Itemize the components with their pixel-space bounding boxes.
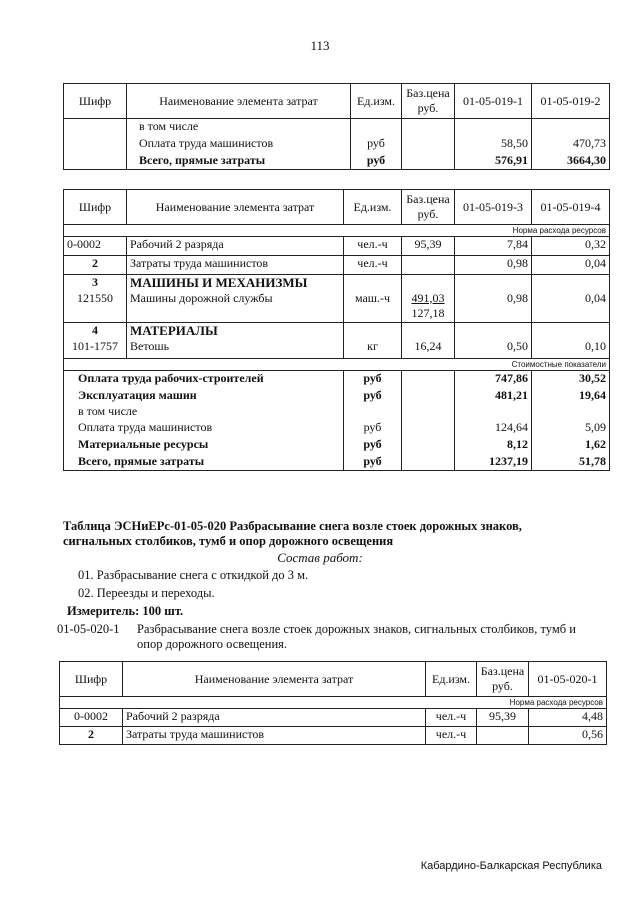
cost-row <box>64 388 610 404</box>
row-price-2: 127,18 <box>411 305 445 320</box>
row-value-1: 0,56 <box>529 727 607 745</box>
row-name: Затраты труда машинистов <box>127 256 344 275</box>
row-name: в том числе <box>64 404 344 420</box>
col-header-v1: 01-05-020-1 <box>529 662 607 697</box>
row-unit: руб <box>344 371 402 388</box>
row-name: Рабочий 2 разряда <box>127 237 344 256</box>
row-name: Оплата труда машинистов <box>127 136 351 153</box>
row-price: 16,24 <box>402 339 455 359</box>
table-2-header-row <box>64 190 610 225</box>
row-name: в том числе <box>127 119 351 136</box>
col-header-name: Наименование элемента затрат <box>123 662 426 697</box>
row-name: МАТЕРИАЛЫ <box>127 323 344 339</box>
row-value-1: 0,50 <box>455 339 532 359</box>
row-value-2: 51,78 <box>532 454 610 471</box>
table-row <box>64 136 610 153</box>
col-header-price: Баз.цена руб. <box>477 662 529 697</box>
table-row <box>64 291 610 323</box>
row-price: 95,39 <box>477 709 529 727</box>
col-header-code: Шифр <box>64 84 127 119</box>
col-header-unit: Ед.изм. <box>344 190 402 225</box>
page-number: 113 <box>310 38 330 53</box>
table-row-total <box>64 153 610 170</box>
row-code: 4 <box>64 323 127 339</box>
row-value-1: 0,98 <box>455 291 532 323</box>
norm-label: Норма расхода ресурсов <box>64 225 610 237</box>
composition-title: Состав работ: <box>277 550 363 565</box>
row-value-2: 0,04 <box>532 291 610 323</box>
row-value-1: 7,84 <box>455 237 532 256</box>
cost-row <box>64 371 610 388</box>
row-code: 3 <box>64 275 127 291</box>
col-header-price: Баз.цена руб. <box>402 190 455 225</box>
col-header-v1: 01-05-019-1 <box>455 84 532 119</box>
row-value-2: 19,64 <box>532 388 610 404</box>
row-name: Затраты труда машинистов <box>123 727 426 745</box>
section-title-line-1: Таблица ЭСНиЕРс-01-05-020 Разбрасывание снега возле стоек дорожных знаков, <box>63 519 522 533</box>
row-name: Машины дорожной службы <box>127 291 344 323</box>
table-row <box>60 709 607 727</box>
row-code: 101-1757 <box>64 339 127 359</box>
row-unit: кг <box>344 339 402 359</box>
row-unit: руб <box>344 437 402 454</box>
table-1 <box>63 83 610 170</box>
row-code: 2 <box>60 727 123 745</box>
row-unit: маш.-ч <box>344 291 402 323</box>
col-header-name: Наименование элемента затрат <box>127 84 351 119</box>
section-title-line-2: сигнальных столбиков, тумб и опор дорожного освещения <box>63 534 394 548</box>
row-price: 95,39 <box>402 237 455 256</box>
cost-row <box>64 420 610 437</box>
row-value-2: 0,32 <box>532 237 610 256</box>
row-unit: руб <box>351 136 402 153</box>
row-unit: чел.-ч <box>344 237 402 256</box>
row-unit: руб <box>351 153 402 170</box>
row-price: 491,03 <box>411 290 445 305</box>
row-value-1: 58,50 <box>455 136 532 153</box>
row-value-1: 8,12 <box>455 437 532 454</box>
row-unit: чел.-ч <box>426 709 477 727</box>
row-unit: чел.-ч <box>344 256 402 275</box>
row-value-1: 0,98 <box>455 256 532 275</box>
row-name: Рабочий 2 разряда <box>123 709 426 727</box>
col-header-code: Шифр <box>60 662 123 697</box>
col-header-code: Шифр <box>64 190 127 225</box>
table-3 <box>59 661 607 745</box>
table-row <box>60 727 607 745</box>
row-value-2: 470,73 <box>532 136 610 153</box>
col-header-v2: 01-05-019-4 <box>532 190 610 225</box>
col-header-price: Баз.цена руб. <box>402 84 455 119</box>
row-name: Материальные ресурсы <box>64 437 344 454</box>
row-code: 2 <box>64 256 127 275</box>
table-row <box>64 119 610 136</box>
row-value-1: 576,91 <box>455 153 532 170</box>
row-value-2: 0,10 <box>532 339 610 359</box>
item-code: 01-05-020-1 <box>57 622 120 636</box>
row-value-1: 124,64 <box>455 420 532 437</box>
col-header-v2: 01-05-019-2 <box>532 84 610 119</box>
row-value-1: 1237,19 <box>455 454 532 471</box>
row-name: Эксплуатация машин <box>64 388 344 404</box>
row-value-2: 30,52 <box>532 371 610 388</box>
row-name: Оплата труда машинистов <box>64 420 344 437</box>
work-step-1: 01. Разбрасывание снега с откидкой до 3 м. <box>78 568 309 582</box>
col-header-v1: 01-05-019-3 <box>455 190 532 225</box>
row-value-2: 0,04 <box>532 256 610 275</box>
table-2 <box>63 189 610 471</box>
col-header-unit: Ед.изм. <box>351 84 402 119</box>
measure-unit: Измеритель: 100 шт. <box>67 604 184 618</box>
norm-label: Норма расхода ресурсов <box>60 697 607 709</box>
row-value-2: 5,09 <box>532 420 610 437</box>
row-value-1: 4,48 <box>529 709 607 727</box>
cost-label: Стоимостные показатели <box>64 359 610 371</box>
table-group-row <box>64 323 610 339</box>
cost-row <box>64 404 610 420</box>
cost-row <box>64 437 610 454</box>
item-text-line-2: опор дорожного освещения. <box>137 637 288 651</box>
table-1-header-row <box>64 84 610 119</box>
table-row <box>64 339 610 359</box>
row-name: Всего, прямые затраты <box>64 454 344 471</box>
col-header-name: Наименование элемента затрат <box>127 190 344 225</box>
row-value-1: 747,86 <box>455 371 532 388</box>
row-name: Оплата труда рабочих-строителей <box>64 371 344 388</box>
table-3-header-row <box>60 662 607 697</box>
cost-row-total <box>64 454 610 471</box>
work-step-2: 02. Переезды и переходы. <box>78 586 215 600</box>
row-value-1: 481,21 <box>455 388 532 404</box>
table-row <box>64 256 610 275</box>
table-row <box>64 237 610 256</box>
row-code: 0-0002 <box>60 709 123 727</box>
row-value-2: 1,62 <box>532 437 610 454</box>
row-unit: чел.-ч <box>426 727 477 745</box>
table-group-row <box>64 275 610 291</box>
row-name: МАШИНЫ И МЕХАНИЗМЫ <box>127 275 344 291</box>
row-value-2: 3664,30 <box>532 153 610 170</box>
row-unit: руб <box>344 388 402 404</box>
row-unit: руб <box>344 420 402 437</box>
row-code: 121550 <box>64 291 127 323</box>
row-code: 0-0002 <box>64 237 127 256</box>
row-unit: руб <box>344 454 402 471</box>
col-header-unit: Ед.изм. <box>426 662 477 697</box>
item-text-line-1: Разбрасывание снега возле стоек дорожных знаков, сигнальных столбиков, тумб и <box>137 622 576 636</box>
footer-region: Кабардино-Балкарская Республика <box>420 860 602 872</box>
row-name: Всего, прямые затраты <box>127 153 351 170</box>
row-name: Ветошь <box>127 339 344 359</box>
